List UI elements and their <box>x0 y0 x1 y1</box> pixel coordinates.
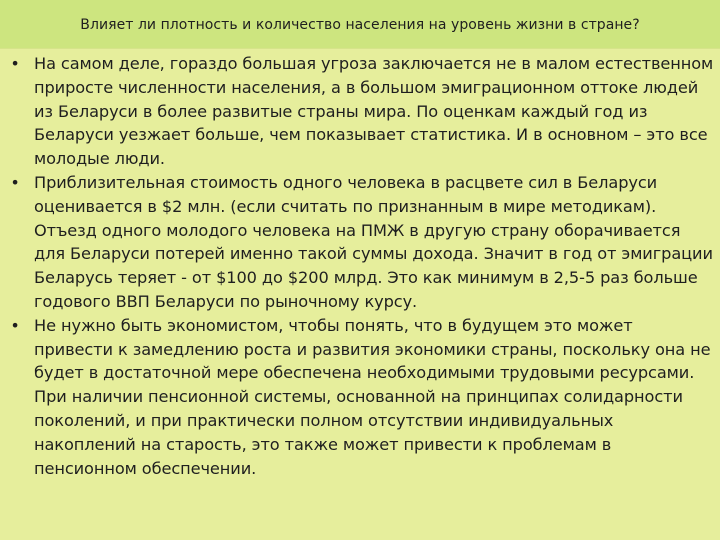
bullet-item-2 <box>8 171 716 314</box>
bullet-text: На самом деле, гораздо большая угроза заключается не в малом естественном приросте численности населения, а в большом эмиграционном оттоке людей из Беларуси в более развитые страны мира. По оценкам каждый год из Беларуси уезжает больше, чем показывает статистика. И в основном – это все молодые люди. <box>34 54 714 169</box>
bullet-item-1 <box>8 52 716 171</box>
bullet-list <box>8 52 716 480</box>
bullet-item-3 <box>8 314 716 481</box>
title-bar <box>0 0 720 49</box>
slide-title: Влияет ли плотность и количество населения на уровень жизни в стране? <box>80 17 640 33</box>
bullet-icon: • <box>10 172 20 192</box>
bullet-icon: • <box>10 54 20 73</box>
bullet-text: Не нужно быть экономистом, чтобы понять, что в будущем это может привести к замедлению роста и развития экономики страны, поскольку она не будет в достаточной мере обеспечена необходимыми трудовыми ресурсами. При наличии пенсионной системы, основанной на принципах солидарности поколений, и при практически полном отсутствии индивидуальных накоплений на старость, это также может привести к проблемам в пенсионном обеспечении. <box>34 315 711 478</box>
bullet-text: Приблизительная стоимость одного человека в расцвете сил в Беларуси оценивается в $2 млн. (если считать по признанным в мире методикам). Отъезд одного молодого человека на ПМЖ в другую страну оборачивается для Беларуси потерей именно такой суммы дохода. Значит в год от эмиграции Беларусь теряет - от $100 до $200 млрд. Это как минимум в 2,5-5 раз больше годового ВВП Беларуси по рыночному курсу. <box>34 172 713 311</box>
slide-content <box>8 52 716 536</box>
bullet-icon: • <box>10 315 20 335</box>
